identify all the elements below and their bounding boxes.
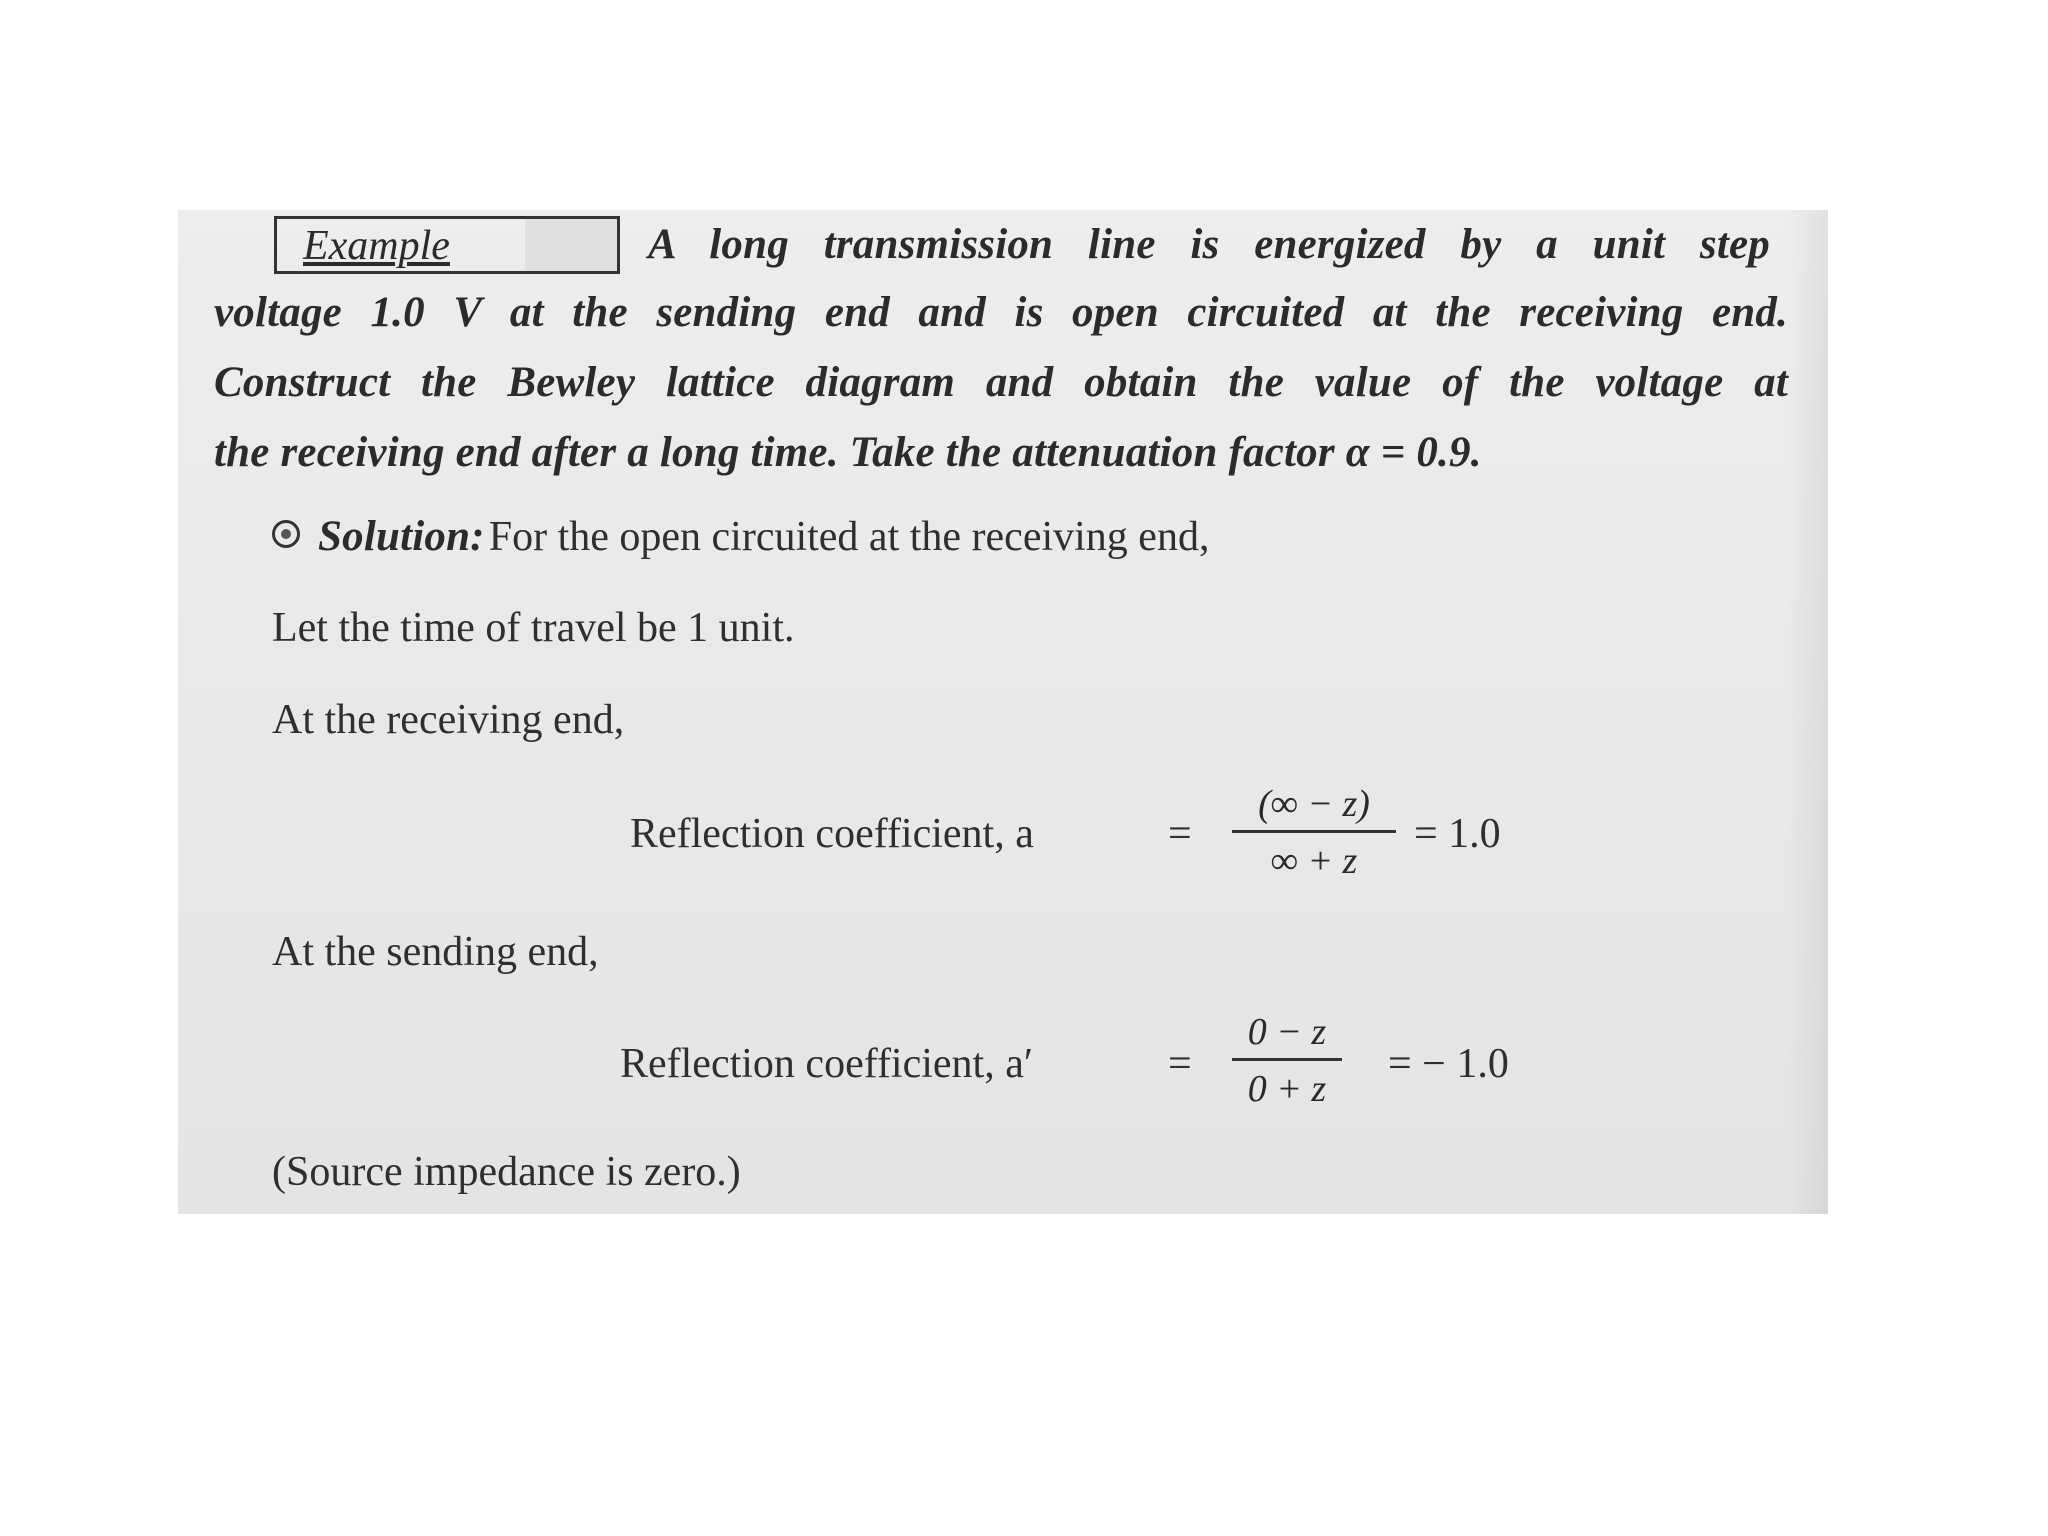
receiving-eq-lhs — [630, 810, 1034, 858]
source-note: (Source impedance is zero.) — [272, 1149, 741, 1195]
sending-eq-lhs — [620, 1040, 1033, 1088]
solution-icon — [272, 520, 300, 548]
problem-line-4: the receiving end after a long time. Take the attenuation factor α = 0.9. — [214, 429, 1482, 476]
solution-label: Solution: — [318, 513, 485, 560]
receiving-eq-lhs-text: Reflection coefficient, a — [630, 811, 1034, 857]
receiving-eq-equals: = — [1168, 811, 1192, 857]
solution-intro: For the open circuited at the receiving end, — [488, 514, 1210, 560]
receiving-heading: At the receiving end, — [272, 697, 625, 743]
problem-line-1: A long transmission line is energized by a unit step — [648, 221, 1770, 268]
example-label: Example — [303, 223, 450, 269]
receiving-eq-denominator: ∞ + z — [1270, 840, 1358, 882]
receiving-eq-rhs: = 1.0 — [1414, 811, 1501, 857]
sending-heading: At the sending end, — [272, 929, 599, 975]
solution-line — [272, 512, 1209, 561]
scanned-page — [178, 210, 1828, 1214]
problem-line-3: Construct the Bewley lattice diagram and obtain the value of the voltage at — [214, 359, 1788, 406]
sending-eq-fraction-bar — [1232, 1058, 1342, 1061]
sending-eq-denominator: 0 + z — [1247, 1068, 1327, 1110]
receiving-eq-fraction — [1232, 782, 1396, 883]
example-label-box — [274, 216, 620, 274]
receiving-eq-numerator: (∞ − z) — [1258, 783, 1370, 825]
sending-eq-lhs-text: Reflection coefficient, a′ — [620, 1041, 1034, 1087]
sending-eq-fraction — [1232, 1010, 1342, 1111]
sending-eq-rhs: = − 1.0 — [1388, 1041, 1509, 1087]
problem-line-2: voltage 1.0 V at the sending end and is open circuited at the receiving end. — [214, 289, 1788, 336]
sending-eq-numerator: 0 − z — [1247, 1011, 1327, 1053]
sending-eq-equals: = — [1168, 1041, 1192, 1087]
example-box-shade — [525, 219, 617, 271]
receiving-eq-fraction-bar — [1232, 830, 1396, 833]
time-note: Let the time of travel be 1 unit. — [272, 605, 795, 651]
